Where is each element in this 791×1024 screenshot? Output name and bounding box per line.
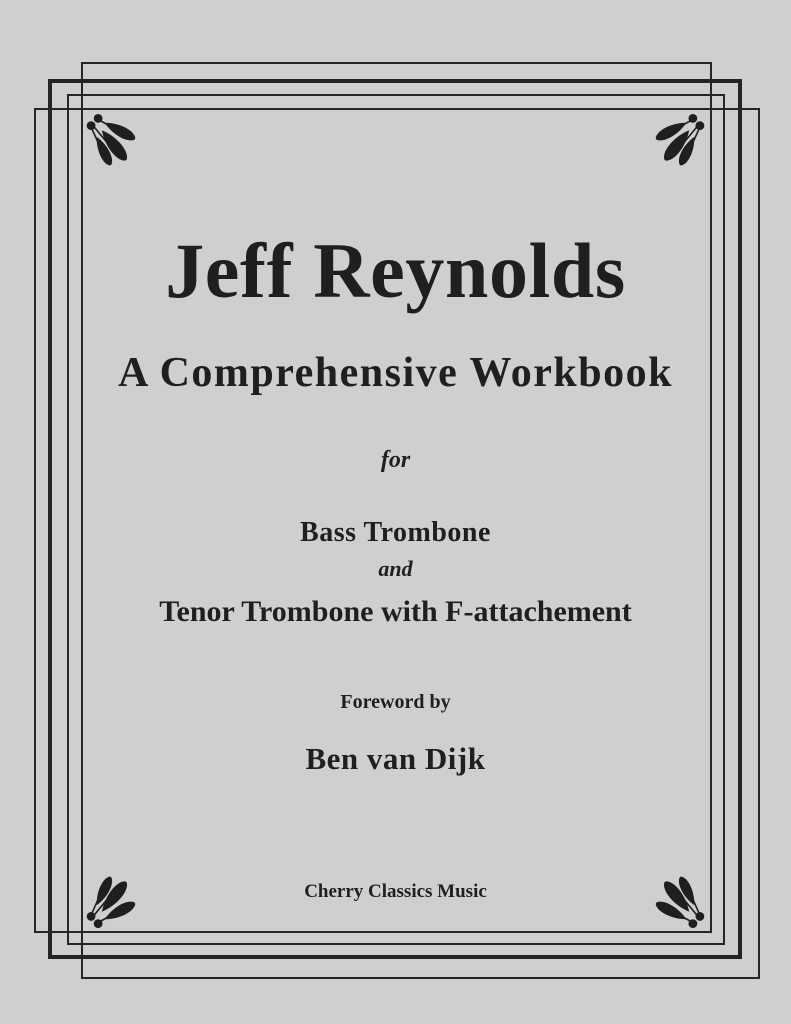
and-word: and (378, 556, 413, 581)
border-line (67, 943, 725, 945)
border-line (67, 94, 725, 96)
border-line (81, 977, 760, 979)
leaf-sprig-ornament-icon (646, 112, 706, 172)
for-word: for (380, 447, 411, 473)
publisher-name: Cherry Classics Music (304, 881, 487, 902)
border-line (710, 62, 712, 933)
instrument-primary: Bass Trombone (300, 517, 491, 548)
foreword-author: Ben van Dijk (305, 741, 486, 776)
foreword-label: Foreword by (340, 691, 451, 713)
instrument-secondary: Tenor Trombone with F-attachement (159, 595, 632, 628)
border-line (81, 62, 712, 64)
book-title: A Comprehensive Workbook (118, 350, 673, 396)
leaf-sprig-ornament-icon (85, 112, 145, 172)
author-name: Jeff Reynolds (165, 227, 626, 314)
border-line (34, 108, 760, 110)
border-line (34, 931, 712, 933)
